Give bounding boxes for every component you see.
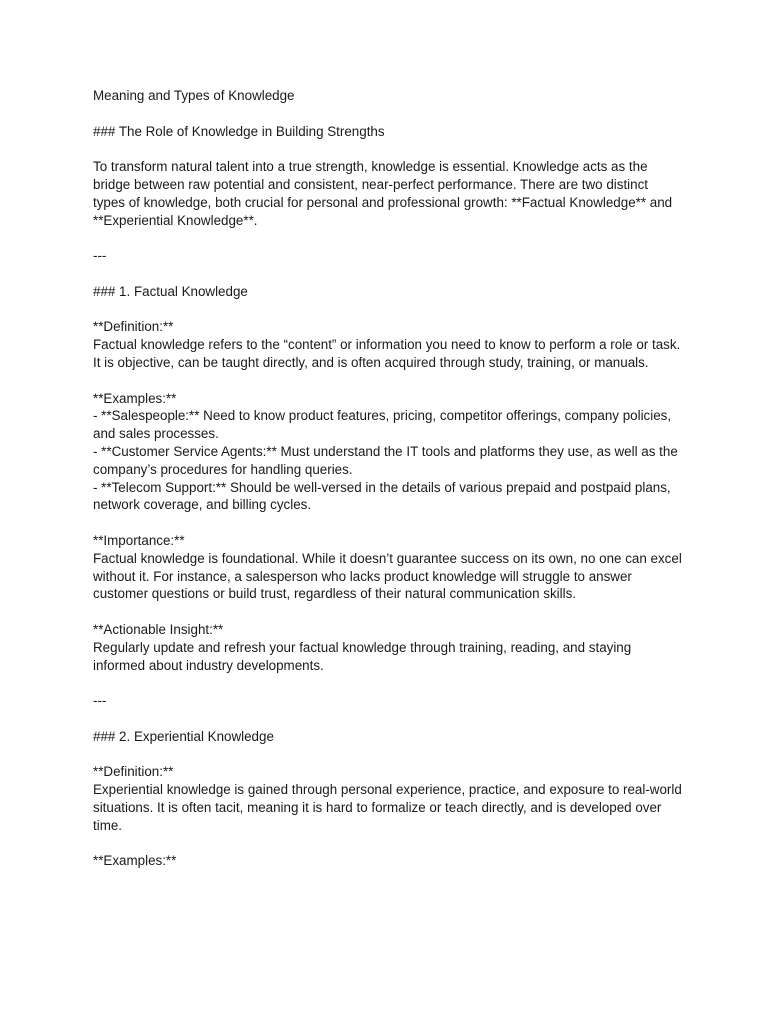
factual-example-item: - **Salespeople:** Need to know product features, pricing, competitor offerings, company policies, and sales processes. <box>93 408 675 442</box>
divider: --- <box>93 248 107 264</box>
heading-factual-knowledge: ### 1. Factual Knowledge <box>93 283 248 299</box>
heading-role-of-knowledge: ### The Role of Knowledge in Building Strengths <box>93 123 385 139</box>
blank-line <box>93 140 683 158</box>
blank-line <box>93 372 683 390</box>
blank-line <box>93 674 683 692</box>
intro-paragraph: To transform natural talent into a true strength, knowledge is essential. Knowledge acts as the bridge between raw potential and consistent, near-perfect performance. There are two distinct types of knowledge, both crucial for personal and professional growth: **Factual Knowledge** and **Experiential Knowledge**. <box>93 159 676 228</box>
factual-example-item: - **Customer Service Agents:** Must understand the IT tools and platforms they use, as well as the company’s procedures for handling queries. <box>93 443 682 477</box>
divider: --- <box>93 693 107 709</box>
factual-importance-text: Factual knowledge is foundational. While it doesn’t guarantee success on its own, no one can excel without it. For instance, a salesperson who lacks product knowledge will struggle to answer customer questions or build trust, regardless of their natural communication skills. <box>93 550 686 602</box>
factual-examples-label: **Examples:** <box>93 390 177 406</box>
factual-insight-text: Regularly update and refresh your factual knowledge through training, reading, and staying informed about industry developments. <box>93 639 635 673</box>
experiential-definition-text: Experiential knowledge is gained through personal experience, practice, and exposure to real-world situations. It is often tacit, meaning it is hard to formalize or teach directly, and is developed over time. <box>93 782 686 833</box>
blank-line <box>93 745 683 763</box>
blank-line <box>93 603 683 621</box>
blank-line <box>93 229 683 247</box>
factual-importance-label: **Importance:** <box>93 532 185 548</box>
factual-example-item: - **Telecom Support:** Should be well-versed in the details of various prepaid and postpaid plans, network coverage, and billing cycles. <box>93 479 675 513</box>
blank-line <box>93 514 683 532</box>
blank-line <box>93 105 683 123</box>
experiential-definition-label: **Definition:** <box>93 764 174 780</box>
factual-insight-label: **Actionable Insight:** <box>93 621 224 637</box>
heading-experiential-knowledge: ### 2. Experiential Knowledge <box>93 728 274 744</box>
blank-line <box>93 301 683 319</box>
factual-definition-text: Factual knowledge refers to the “content” or information you need to know to perform a role or task. It is objective, can be taught directly, and is often acquired through study, training, or manuals. <box>93 337 684 370</box>
blank-line <box>93 710 683 728</box>
blank-line <box>93 834 683 852</box>
document-title: Meaning and Types of Knowledge <box>93 88 295 103</box>
factual-definition-label: **Definition:** <box>93 319 174 335</box>
experiential-examples-label: **Examples:** <box>93 853 177 869</box>
blank-line <box>93 265 683 283</box>
document-body <box>93 87 686 870</box>
